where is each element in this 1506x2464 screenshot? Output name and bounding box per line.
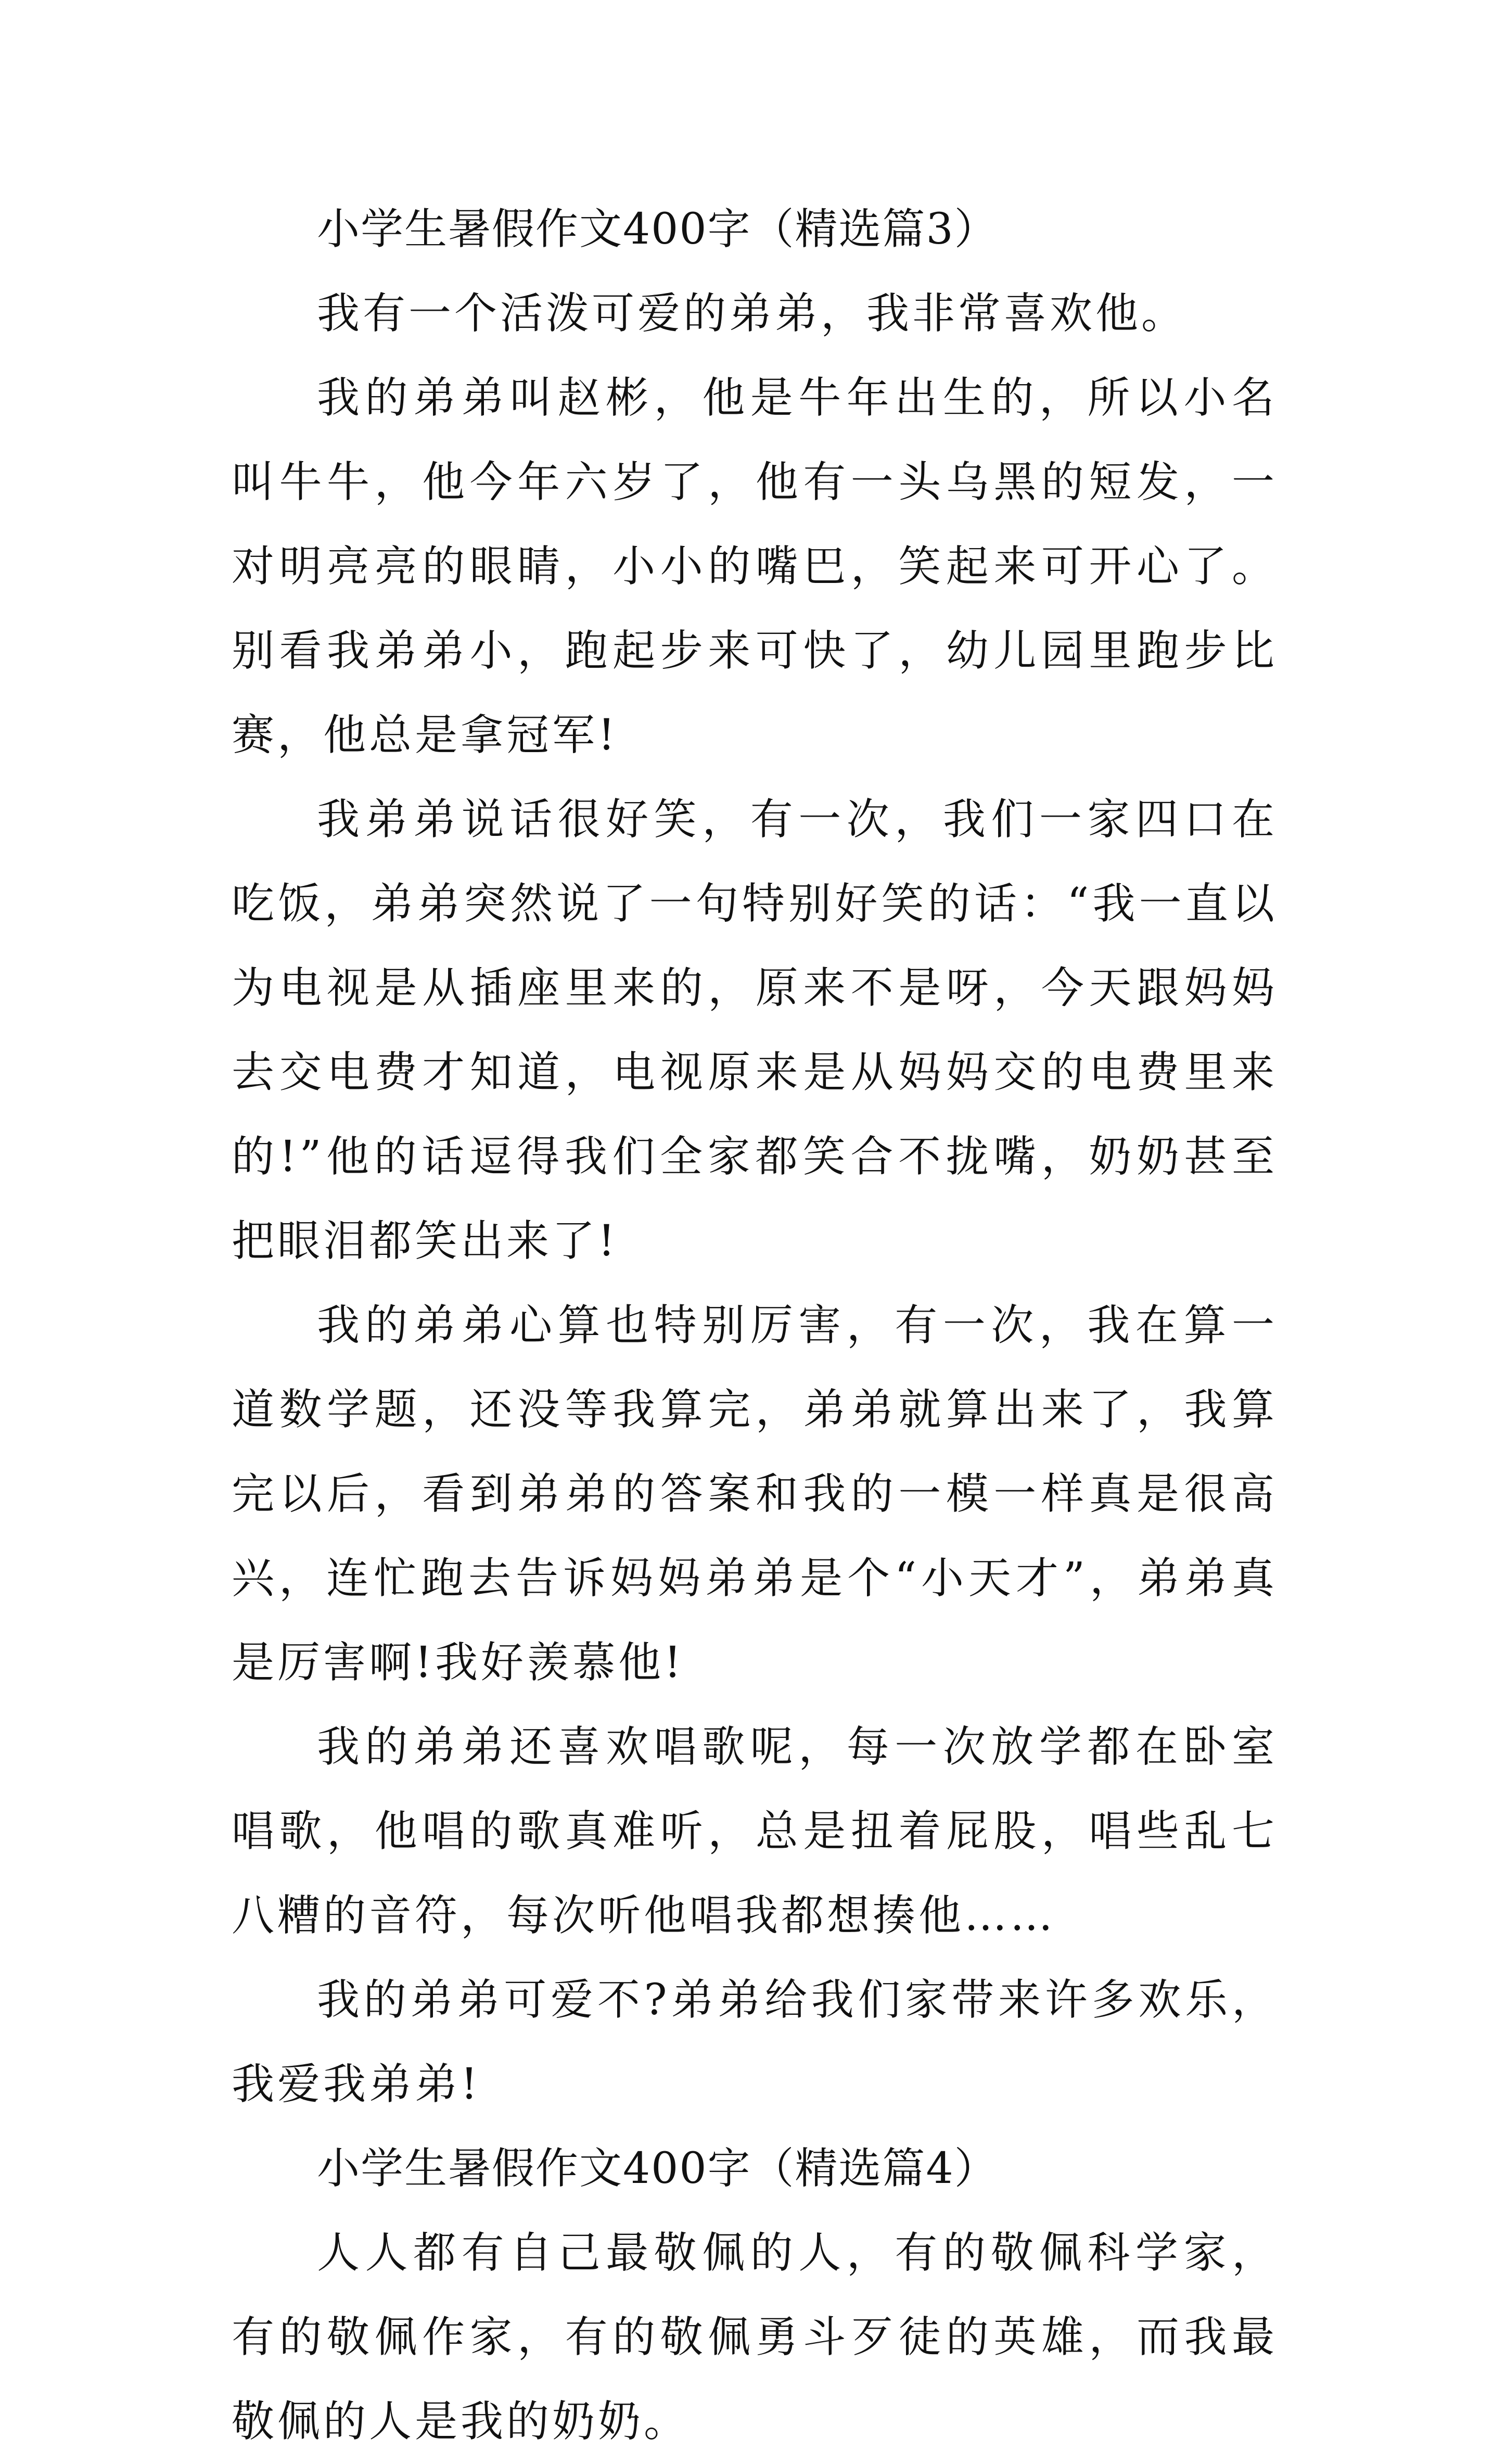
paragraph: 我弟弟说话很好笑，有一次，我们一家四口在吃饭，弟弟突然说了一句特别好笑的话：“我一直以为电视是从插座里来的，原来不是呀，今天跟妈妈去交电费才知道，电视原来是从妈妈交的电费里来的!”他的话逗得我们全家都笑合不拢嘴，奶奶甚至把眼泪都笑出来了! xyxy=(232,795,1278,1266)
paragraph: 我有一个活泼可爱的弟弟，我非常喜欢他。 xyxy=(317,289,1188,338)
paragraph: 人人都有自己最敬佩的人，有的敬佩科学家，有的敬佩作家，有的敬佩勇斗歹徒的英雄，而我最敬佩的人是我的奶奶。 xyxy=(232,2228,1278,2446)
section-heading-3: 小学生暑假作文400字（精选篇3） xyxy=(317,205,998,254)
document-body xyxy=(232,187,1278,2464)
paragraph: 我的弟弟还喜欢唱歌呢，每一次放学都在卧室唱歌，他唱的歌真难听，总是扭着屁股，唱些乱七八糟的音符，每次听他唱我都想揍他…… xyxy=(232,1722,1278,1940)
paragraph: 我的弟弟叫赵彬，他是牛年出生的，所以小名叫牛牛，他今年六岁了，他有一头乌黑的短发，一对明亮亮的眼睛，小小的嘴巴，笑起来可开心了。别看我弟弟小，跑起步来可快了，幼儿园里跑步比赛，他总是拿冠军! xyxy=(232,373,1278,760)
paragraph: 我的弟弟可爱不?弟弟给我们家带来许多欢乐，我爱我弟弟! xyxy=(232,1975,1278,2109)
paragraph: 我的弟弟心算也特别厉害，有一次，我在算一道数学题，还没等我算完，弟弟就算出来了，我算完以后，看到弟弟的答案和我的一模一样真是很高兴，连忙跑去告诉妈妈弟弟是个“小天才”，弟弟真是厉害啊!我好羡慕他! xyxy=(232,1301,1278,1687)
section-heading-4: 小学生暑假作文400字（精选篇4） xyxy=(317,2144,998,2193)
